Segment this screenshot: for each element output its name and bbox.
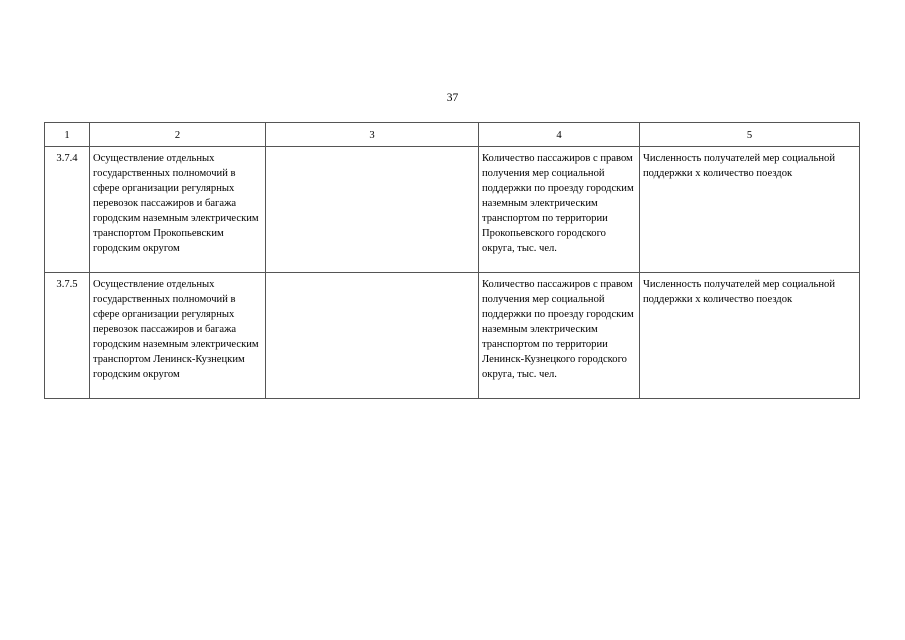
row-formula-cell: Численность получателей мер социальной поддержки х количество поездок: [640, 273, 860, 399]
row-empty-cell: [266, 147, 479, 273]
row-indicator-cell: Количество пассажиров с правом получения мер социальной поддержки по проезду городским наземным электрическим транспортом по территории Прокопьевского городского округа, тыс. чел.: [479, 147, 640, 273]
column-header: 5: [640, 123, 860, 147]
row-indicator-cell: Количество пассажиров с правом получения мер социальной поддержки по проезду городским наземным электрическим транспортом по территории Ленинск-Кузнецкого городского округа, тыс. чел.: [479, 273, 640, 399]
table-header-row: [45, 123, 860, 147]
row-name-cell: Осуществление отдельных государственных полномочий в сфере организации регулярных перевозок пассажиров и багажа городским наземным электрическим транспортом Прокопьевским городским округом: [90, 147, 266, 273]
table-row: [45, 147, 860, 273]
row-number-cell: 3.7.4: [45, 147, 90, 273]
column-header: 4: [479, 123, 640, 147]
page-number: 37: [446, 92, 459, 104]
row-number-cell: 3.7.5: [45, 273, 90, 399]
column-header: 2: [90, 123, 266, 147]
column-header: 3: [266, 123, 479, 147]
row-name-cell: Осуществление отдельных государственных полномочий в сфере организации регулярных перевозок пассажиров и багажа городским наземным электрическим транспортом Ленинск-Кузнецким городским округом: [90, 273, 266, 399]
row-formula-cell: Численность получателей мер социальной поддержки х количество поездок: [640, 147, 860, 273]
column-header: 1: [45, 123, 90, 147]
data-table: [44, 122, 860, 399]
row-empty-cell: [266, 273, 479, 399]
table-row: [45, 273, 860, 399]
